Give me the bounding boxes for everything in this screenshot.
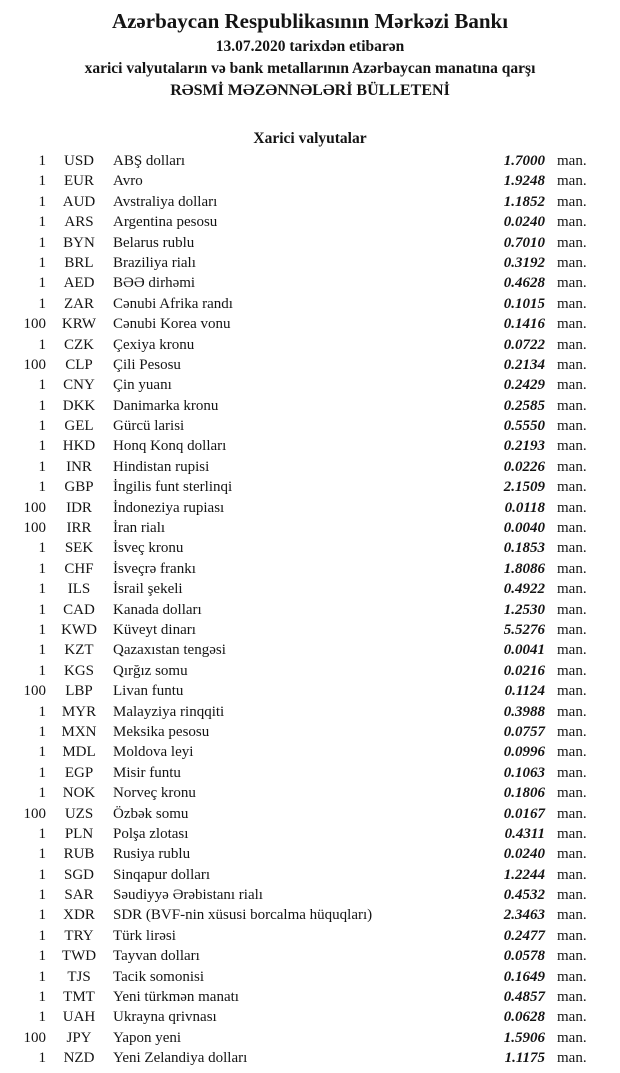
quantity-cell: 100 <box>23 683 46 700</box>
rate-value-cell: 0.1063 <box>503 764 545 781</box>
table-row <box>0 622 620 642</box>
unit-label-cell: man. <box>557 234 587 251</box>
unit-label-cell: man. <box>557 866 587 883</box>
table-row <box>0 602 620 622</box>
quantity-cell: 1 <box>38 887 46 904</box>
table-row <box>0 846 620 866</box>
currency-code-cell: NOK <box>62 785 96 802</box>
table-row <box>0 479 620 499</box>
rate-value-cell: 1.7000 <box>503 153 545 169</box>
rate-value-cell: 0.0240 <box>503 846 545 863</box>
table-row <box>0 642 620 662</box>
section-title-foreign-currencies: Xarici valyutalar <box>253 130 367 147</box>
currency-name-cell: Argentina pesosu <box>113 214 218 231</box>
header <box>0 7 620 102</box>
currency-name-cell: Braziliya rialı <box>113 254 196 271</box>
currency-name-cell: Özbək somu <box>113 805 189 822</box>
currency-code-cell: BRL <box>64 254 94 271</box>
currency-code-cell: CNY <box>63 377 95 394</box>
currency-code-cell: BYN <box>63 234 95 251</box>
table-row <box>0 153 620 173</box>
table-row <box>0 438 620 458</box>
rate-value-cell: 1.8086 <box>503 560 545 577</box>
currency-name-cell: Norveç kronu <box>113 785 196 802</box>
currency-code-cell: EGP <box>64 764 94 781</box>
currency-name-cell: Küveyt dinarı <box>113 621 196 638</box>
table-row <box>0 500 620 520</box>
rate-value-cell: 1.1175 <box>504 1050 545 1067</box>
unit-label-cell: man. <box>557 581 587 598</box>
currency-code-cell: KWD <box>61 621 97 638</box>
currency-name-cell: BƏƏ dirhəmi <box>113 275 196 292</box>
currency-name-cell: İsveçrə frankı <box>113 560 196 577</box>
currency-code-cell: GBP <box>64 479 94 496</box>
rate-value-cell: 0.0041 <box>503 642 545 659</box>
table-row <box>0 867 620 887</box>
rate-value-cell: 0.1015 <box>503 295 545 312</box>
currency-name-cell: Polşa zlotası <box>113 825 189 842</box>
table-row <box>0 377 620 397</box>
quantity-cell: 1 <box>38 1009 46 1026</box>
table-row <box>0 907 620 927</box>
unit-label-cell: man. <box>557 846 587 863</box>
table-row <box>0 948 620 968</box>
currency-name-cell: Gürcü larisi <box>113 418 185 435</box>
unit-label-cell: man. <box>557 907 587 924</box>
quantity-cell: 1 <box>38 764 46 781</box>
currency-code-cell: IRR <box>66 520 92 537</box>
unit-label-cell: man. <box>557 397 587 414</box>
quantity-cell: 1 <box>38 581 46 598</box>
currency-code-cell: TMT <box>63 989 95 1006</box>
currency-code-cell: MDL <box>62 744 96 761</box>
unit-label-cell: man. <box>557 1029 587 1046</box>
table-row <box>0 581 620 601</box>
currency-name-cell: Çexiya kronu <box>113 336 195 353</box>
currency-name-cell: Malayziya rinqqiti <box>113 703 225 720</box>
currency-code-cell: CLP <box>65 356 93 373</box>
unit-label-cell: man. <box>557 458 587 475</box>
currency-name-cell: Çili Pesosu <box>113 356 181 373</box>
rate-value-cell: 0.3988 <box>503 703 545 720</box>
currency-code-cell: CHF <box>64 560 94 577</box>
unit-label-cell: man. <box>557 377 587 394</box>
unit-label-cell: man. <box>557 499 587 516</box>
table-row <box>0 683 620 703</box>
rate-value-cell: 5.5276 <box>503 621 545 638</box>
quantity-cell: 1 <box>38 275 46 292</box>
quantity-cell: 1 <box>38 397 46 414</box>
quantity-cell: 100 <box>23 805 46 822</box>
table-row <box>0 1050 620 1070</box>
quantity-cell: 1 <box>38 458 46 475</box>
quantity-cell: 1 <box>38 1050 46 1067</box>
currency-name-cell: Tayvan dolları <box>113 948 200 965</box>
currency-name-cell: Avstraliya dolları <box>113 193 218 210</box>
rate-value-cell: 0.4922 <box>503 581 545 598</box>
quantity-cell: 1 <box>38 907 46 924</box>
currency-code-cell: MXN <box>61 723 97 740</box>
currency-code-cell: XDR <box>63 907 95 924</box>
unit-label-cell: man. <box>557 887 587 904</box>
currency-name-cell: Honq Konq dolları <box>113 438 227 455</box>
currency-code-cell: AED <box>63 275 95 292</box>
quantity-cell: 1 <box>38 540 46 557</box>
quantity-cell: 100 <box>23 499 46 516</box>
currency-code-cell: MYR <box>61 703 97 720</box>
currency-name-cell: Türk lirəsi <box>113 927 176 944</box>
rate-value-cell: 0.0578 <box>503 948 545 965</box>
currency-name-cell: Misir funtu <box>113 764 181 781</box>
rate-value-cell: 0.0216 <box>503 662 545 679</box>
currency-name-cell: İsveç kronu <box>113 540 184 557</box>
quantity-cell: 100 <box>23 1029 46 1046</box>
currency-code-cell: AUD <box>62 193 96 210</box>
rate-value-cell: 0.0167 <box>503 805 545 822</box>
rate-value-cell: 0.4311 <box>504 825 545 842</box>
unit-label-cell: man. <box>557 214 587 231</box>
unit-label-cell: man. <box>557 540 587 557</box>
currency-name-cell: ABŞ dolları <box>113 153 186 169</box>
rate-value-cell: 2.3463 <box>503 907 545 924</box>
quantity-cell: 1 <box>38 153 46 169</box>
unit-label-cell: man. <box>557 989 587 1006</box>
table-row <box>0 744 620 764</box>
table-row <box>0 459 620 479</box>
table-row <box>0 255 620 275</box>
currency-name-cell: Yeni türkmən manatı <box>113 989 239 1006</box>
currency-name-cell: Cənubi Afrika randı <box>113 295 233 312</box>
currency-name-cell: Yeni Zelandiya dolları <box>113 1050 248 1067</box>
rate-value-cell: 2.1509 <box>503 479 545 496</box>
currency-code-cell: KZT <box>64 642 94 659</box>
unit-label-cell: man. <box>557 805 587 822</box>
quantity-cell: 1 <box>38 214 46 231</box>
currency-code-cell: KGS <box>63 662 94 679</box>
quantity-cell: 1 <box>38 479 46 496</box>
rate-value-cell: 0.4628 <box>503 275 545 292</box>
currency-name-cell: Ukrayna qrivnası <box>113 1009 217 1026</box>
table-row <box>0 418 620 438</box>
rate-value-cell: 0.0040 <box>503 520 545 537</box>
unit-label-cell: man. <box>557 295 587 312</box>
currency-code-cell: UAH <box>62 1009 96 1026</box>
currency-name-cell: Qazaxıstan tengəsi <box>113 642 226 659</box>
unit-label-cell: man. <box>557 825 587 842</box>
page-title: Azərbaycan Respublikasının Mərkəzi Bankı <box>111 9 509 33</box>
currency-code-cell: CAD <box>63 601 95 618</box>
quantity-cell: 1 <box>38 234 46 251</box>
currency-name-cell: Belarus rublu <box>113 234 195 251</box>
table-row <box>0 275 620 295</box>
rate-value-cell: 0.5550 <box>503 418 545 435</box>
rate-value-cell: 0.2134 <box>503 356 545 373</box>
table-row <box>0 1030 620 1050</box>
quantity-cell: 1 <box>38 662 46 679</box>
currency-name-cell: Rusiya rublu <box>113 846 191 863</box>
currency-name-cell: Cənubi Korea vonu <box>113 316 231 333</box>
unit-label-cell: man. <box>557 968 587 985</box>
table-row <box>0 398 620 418</box>
unit-label-cell: man. <box>557 683 587 700</box>
currency-name-cell: Qırğız somu <box>113 662 188 679</box>
currency-name-cell: Sinqapur dolları <box>113 866 211 883</box>
unit-label-cell: man. <box>557 642 587 659</box>
table-row <box>0 561 620 581</box>
rate-value-cell: 1.1852 <box>503 193 545 210</box>
quantity-cell: 1 <box>38 418 46 435</box>
rate-value-cell: 0.1416 <box>503 316 545 333</box>
currency-code-cell: RUB <box>63 846 95 863</box>
currency-code-cell: SGD <box>63 866 94 883</box>
scope-line: xarici valyutaların və bank metallarının Azərbaycan manatına qarşı <box>84 60 536 77</box>
quantity-cell: 1 <box>38 968 46 985</box>
table-row <box>0 989 620 1009</box>
currency-code-cell: TRY <box>64 927 94 944</box>
rate-value-cell: 0.2193 <box>503 438 545 455</box>
rate-value-cell: 0.1124 <box>504 683 545 700</box>
rate-value-cell: 1.5906 <box>503 1029 545 1046</box>
currency-code-cell: UZS <box>64 805 94 822</box>
table-row <box>0 173 620 193</box>
currency-code-cell: ARS <box>64 214 94 231</box>
currency-name-cell: Avro <box>113 173 143 190</box>
unit-label-cell: man. <box>557 764 587 781</box>
currency-code-cell: LBP <box>65 683 93 700</box>
unit-label-cell: man. <box>557 254 587 271</box>
quantity-cell: 100 <box>23 356 46 373</box>
rate-value-cell: 0.4857 <box>503 989 545 1006</box>
quantity-cell: 1 <box>38 560 46 577</box>
rate-value-cell: 1.9248 <box>503 173 545 190</box>
bulletin-title: RƏSMİ MƏZƏNNƏLƏRİ BÜLLETENİ <box>170 82 450 99</box>
table-row <box>0 724 620 744</box>
quantity-cell: 1 <box>38 601 46 618</box>
table-row <box>0 357 620 377</box>
rate-value-cell: 0.4532 <box>503 887 545 904</box>
currency-code-cell: KRW <box>61 316 97 333</box>
table-row <box>0 316 620 336</box>
quantity-cell: 1 <box>38 193 46 210</box>
table-row <box>0 296 620 316</box>
table-row <box>0 337 620 357</box>
currency-name-cell: Hindistan rupisi <box>113 458 210 475</box>
effective-date-line: 13.07.2020 tarixdən etibarən <box>215 38 405 55</box>
rate-value-cell: 0.0118 <box>504 499 545 516</box>
currency-name-cell: Səudiyyə Ərəbistanı rialı <box>113 887 263 904</box>
currency-name-cell: Yapon yeni <box>113 1029 182 1046</box>
rate-value-cell: 0.1649 <box>503 968 545 985</box>
currency-code-cell: PLN <box>64 825 94 842</box>
rate-value-cell: 0.0722 <box>503 336 545 353</box>
currency-code-cell: EUR <box>64 173 94 190</box>
table-row <box>0 540 620 560</box>
quantity-cell: 1 <box>38 866 46 883</box>
unit-label-cell: man. <box>557 153 587 169</box>
quantity-cell: 1 <box>38 621 46 638</box>
currency-name-cell: İndoneziya rupiası <box>113 499 225 516</box>
quantity-cell: 1 <box>38 846 46 863</box>
quantity-cell: 1 <box>38 927 46 944</box>
rate-value-cell: 0.0996 <box>503 744 545 761</box>
quantity-cell: 1 <box>38 989 46 1006</box>
quantity-cell: 100 <box>23 520 46 537</box>
unit-label-cell: man. <box>557 1050 587 1067</box>
currency-code-cell: SEK <box>64 540 94 557</box>
unit-label-cell: man. <box>557 723 587 740</box>
table-row <box>0 235 620 255</box>
table-row <box>0 887 620 907</box>
unit-label-cell: man. <box>557 173 587 190</box>
currency-name-cell: İngilis funt sterlinqi <box>113 479 233 496</box>
currency-code-cell: DKK <box>62 397 96 414</box>
rate-value-cell: 0.2429 <box>503 377 545 394</box>
currency-name-cell: Livan funtu <box>113 683 184 700</box>
currency-name-cell: Danimarka kronu <box>113 397 219 414</box>
unit-label-cell: man. <box>557 275 587 292</box>
currency-name-cell: Çin yuanı <box>113 377 172 394</box>
unit-label-cell: man. <box>557 316 587 333</box>
quantity-cell: 1 <box>38 948 46 965</box>
currency-code-cell: ZAR <box>64 295 94 312</box>
rate-value-cell: 0.1853 <box>503 540 545 557</box>
quantity-cell: 1 <box>38 785 46 802</box>
unit-label-cell: man. <box>557 662 587 679</box>
currency-name-cell: Moldova leyi <box>113 744 194 761</box>
table-row <box>0 928 620 948</box>
currency-code-cell: CZK <box>64 336 94 353</box>
rate-value-cell: 0.0226 <box>503 458 545 475</box>
table-row <box>0 704 620 724</box>
unit-label-cell: man. <box>557 621 587 638</box>
rate-value-cell: 0.2585 <box>503 397 545 414</box>
table-row <box>0 969 620 989</box>
currency-code-cell: ILS <box>67 581 91 598</box>
unit-label-cell: man. <box>557 1009 587 1026</box>
unit-label-cell: man. <box>557 520 587 537</box>
unit-label-cell: man. <box>557 927 587 944</box>
currency-code-cell: INR <box>66 458 92 475</box>
quantity-cell: 1 <box>38 642 46 659</box>
unit-label-cell: man. <box>557 601 587 618</box>
table-row <box>0 1009 620 1029</box>
quantity-cell: 1 <box>38 723 46 740</box>
currency-name-cell: SDR (BVF-nin xüsusi borcalma hüquqları) <box>113 907 373 924</box>
quantity-cell: 1 <box>38 825 46 842</box>
rate-value-cell: 0.2477 <box>503 927 545 944</box>
quantity-cell: 1 <box>38 703 46 720</box>
table-row <box>0 806 620 826</box>
table-row <box>0 520 620 540</box>
quantity-cell: 1 <box>38 336 46 353</box>
rate-value-cell: 0.0240 <box>503 214 545 231</box>
rate-value-cell: 0.0757 <box>503 723 545 740</box>
unit-label-cell: man. <box>557 479 587 496</box>
quantity-cell: 1 <box>38 438 46 455</box>
rate-value-cell: 1.2530 <box>503 601 545 618</box>
unit-label-cell: man. <box>557 560 587 577</box>
table-row <box>0 785 620 805</box>
table-row <box>0 194 620 214</box>
currency-name-cell: Tacik somonisi <box>113 968 205 985</box>
currency-code-cell: TWD <box>61 948 97 965</box>
rate-value-cell: 0.3192 <box>503 254 545 271</box>
currency-name-cell: İsrail şekeli <box>113 581 183 598</box>
currency-code-cell: GEL <box>64 418 94 435</box>
quantity-cell: 1 <box>38 377 46 394</box>
currency-code-cell: USD <box>63 153 94 169</box>
currency-name-cell: Kanada dolları <box>113 601 202 618</box>
quantity-cell: 1 <box>38 295 46 312</box>
quantity-cell: 1 <box>38 744 46 761</box>
rate-value-cell: 1.2244 <box>503 866 545 883</box>
currency-name-cell: İran rialı <box>113 520 166 537</box>
unit-label-cell: man. <box>557 418 587 435</box>
currency-code-cell: TJS <box>67 968 91 985</box>
unit-label-cell: man. <box>557 438 587 455</box>
currency-code-cell: SAR <box>64 887 94 904</box>
table-row <box>0 663 620 683</box>
currency-code-cell: IDR <box>66 499 92 516</box>
rate-value-cell: 0.1806 <box>503 785 545 802</box>
unit-label-cell: man. <box>557 744 587 761</box>
table-row <box>0 214 620 234</box>
rate-value-cell: 0.7010 <box>503 234 545 251</box>
exchange-rates-table <box>0 153 620 1071</box>
currency-code-cell: JPY <box>66 1029 92 1046</box>
quantity-cell: 1 <box>38 254 46 271</box>
currency-code-cell: HKD <box>62 438 96 455</box>
quantity-cell: 1 <box>38 173 46 190</box>
table-row <box>0 826 620 846</box>
currency-code-cell: NZD <box>63 1050 95 1067</box>
unit-label-cell: man. <box>557 785 587 802</box>
unit-label-cell: man. <box>557 703 587 720</box>
table-row <box>0 765 620 785</box>
unit-label-cell: man. <box>557 356 587 373</box>
currency-name-cell: Meksika pesosu <box>113 723 210 740</box>
quantity-cell: 100 <box>23 316 46 333</box>
rate-value-cell: 0.0628 <box>503 1009 545 1026</box>
unit-label-cell: man. <box>557 948 587 965</box>
unit-label-cell: man. <box>557 193 587 210</box>
unit-label-cell: man. <box>557 336 587 353</box>
